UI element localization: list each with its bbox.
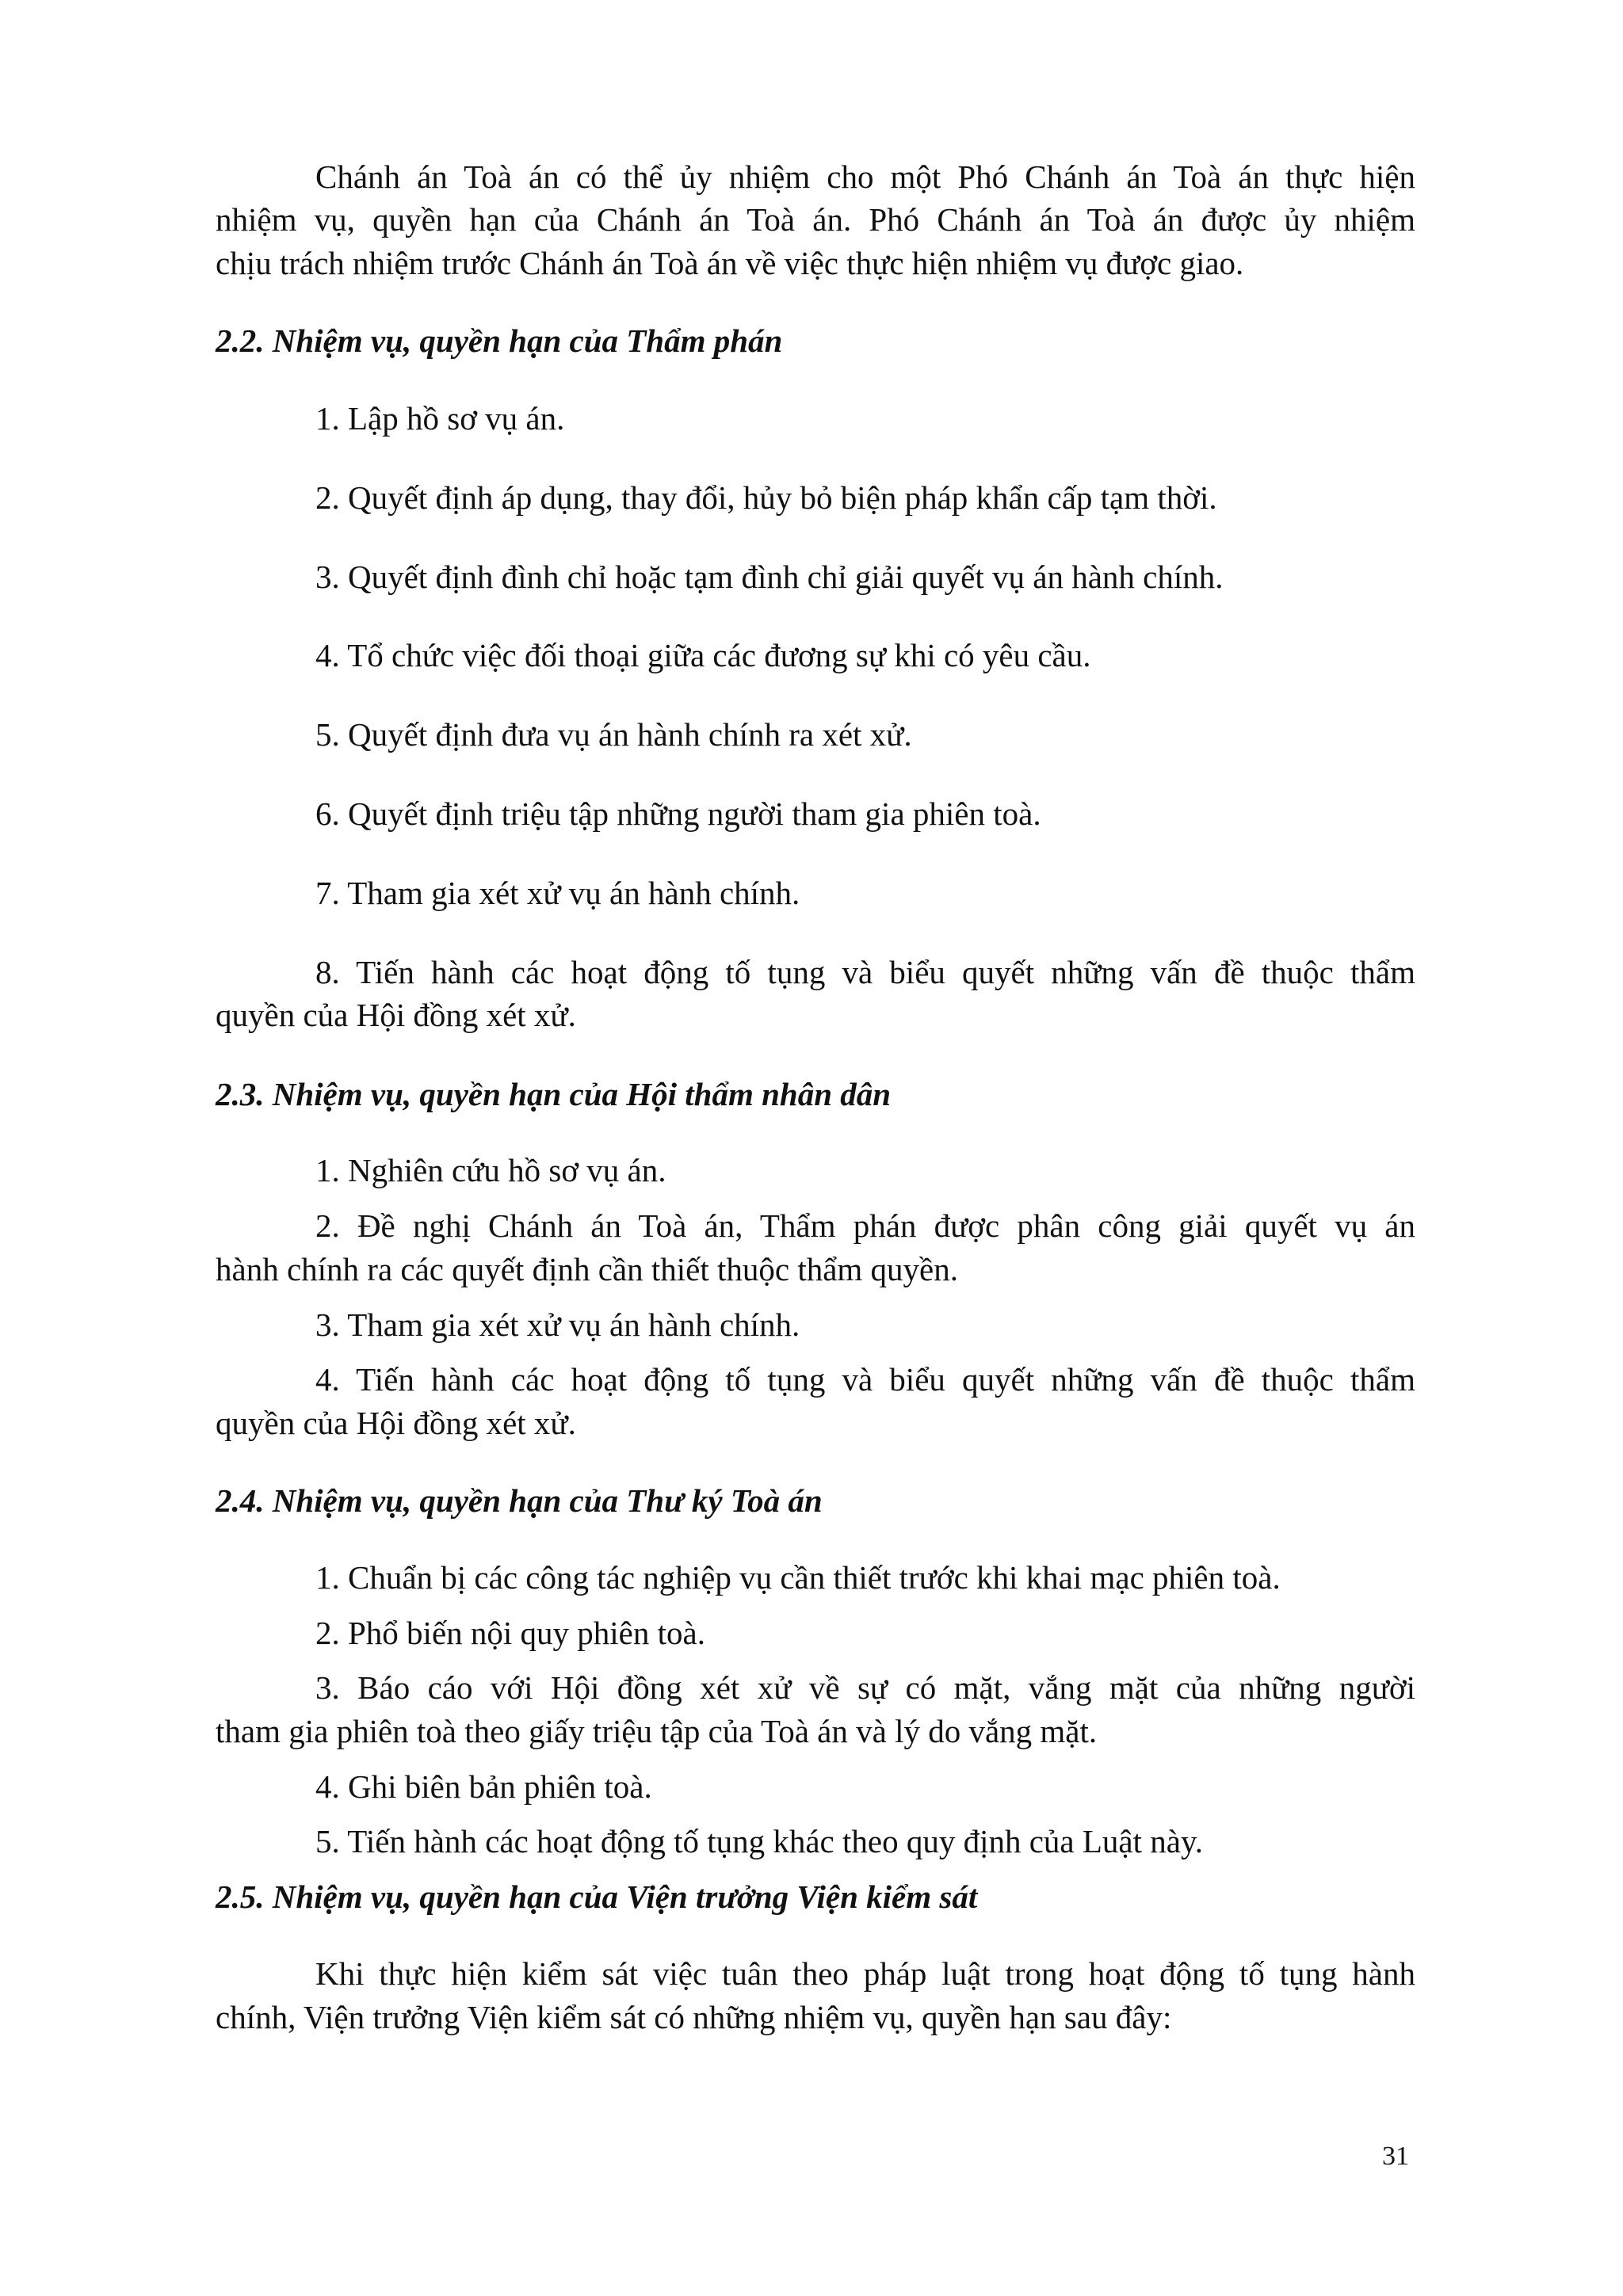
list-item: 3. Tham gia xét xử vụ án hành chính. — [315, 1306, 800, 1343]
section-heading-2-4: 2.4. Nhiệm vụ, quyền hạn của Thư ký Toà án — [216, 1482, 823, 1519]
section-heading-2-3: 2.3. Nhiệm vụ, quyền hạn của Hội thẩm nhân dân — [216, 1076, 892, 1112]
paragraph-line: Khi thực hiện kiểm sát việc tuân theo pháp luật trong hoạt động tố tụng hành — [315, 1955, 1415, 1992]
list-item: 4. Tổ chức việc đối thoại giữa các đương sự khi có yêu cầu. — [315, 637, 1091, 673]
paragraph-line: chịu trách nhiệm trước Chánh án Toà án về việc thực hiện nhiệm vụ được giao. — [216, 245, 1244, 281]
list-item-continuation: quyền của Hội đồng xét xử. — [216, 1405, 576, 1441]
list-item: 2. Đề nghị Chánh án Toà án, Thẩm phán được phân công giải quyết vụ án — [315, 1207, 1415, 1244]
list-item: 5. Quyết định đưa vụ án hành chính ra xét xử. — [315, 716, 912, 753]
paragraph-line: chính, Viện trưởng Viện kiểm sát có những nhiệm vụ, quyền hạn sau đây: — [216, 1999, 1172, 2035]
list-item: 5. Tiến hành các hoạt động tố tụng khác theo quy định của Luật này. — [315, 1823, 1204, 1859]
list-item: 2. Phổ biến nội quy phiên toà. — [315, 1615, 705, 1651]
list-item: 3. Quyết định đình chỉ hoặc tạm đình chỉ giải quyết vụ án hành chính. — [315, 559, 1224, 595]
list-item: 1. Lập hồ sơ vụ án. — [315, 400, 565, 437]
list-item: 3. Báo cáo với Hội đồng xét xử về sự có mặt, vắng mặt của những người — [315, 1669, 1415, 1706]
paragraph-line: Chánh án Toà án có thể ủy nhiệm cho một Phó Chánh án Toà án thực hiện — [315, 158, 1415, 195]
list-item: 1. Nghiên cứu hồ sơ vụ án. — [315, 1152, 666, 1188]
section-heading-2-5: 2.5. Nhiệm vụ, quyền hạn của Viện trưởng Viện kiểm sát — [216, 1878, 978, 1915]
section-heading-2-2: 2.2. Nhiệm vụ, quyền hạn của Thẩm phán — [216, 322, 783, 359]
list-item: 7. Tham gia xét xử vụ án hành chính. — [315, 875, 800, 911]
list-item: 8. Tiến hành các hoạt động tố tụng và biểu quyết những vấn đề thuộc thẩm — [315, 954, 1415, 990]
page-number: 31 — [1382, 2142, 1409, 2171]
list-item: 2. Quyết định áp dụng, thay đổi, hủy bỏ biện pháp khẩn cấp tạm thời. — [315, 479, 1217, 516]
list-item-continuation: hành chính ra các quyết định cần thiết thuộc thẩm quyền. — [216, 1251, 958, 1287]
list-item-continuation: quyền của Hội đồng xét xử. — [216, 997, 576, 1033]
list-item: 4. Ghi biên bản phiên toà. — [315, 1768, 652, 1805]
paragraph-line: nhiệm vụ, quyền hạn của Chánh án Toà án. Phó Chánh án Toà án được ủy nhiệm — [216, 201, 1415, 238]
list-item: 6. Quyết định triệu tập những người tham gia phiên toà. — [315, 795, 1041, 832]
list-item-continuation: tham gia phiên toà theo giấy triệu tập của Toà án và lý do vắng mặt. — [216, 1713, 1098, 1749]
list-item: 4. Tiến hành các hoạt động tố tụng và biểu quyết những vấn đề thuộc thẩm — [315, 1361, 1415, 1398]
list-item: 1. Chuẩn bị các công tác nghiệp vụ cần thiết trước khi khai mạc phiên toà. — [315, 1559, 1281, 1596]
